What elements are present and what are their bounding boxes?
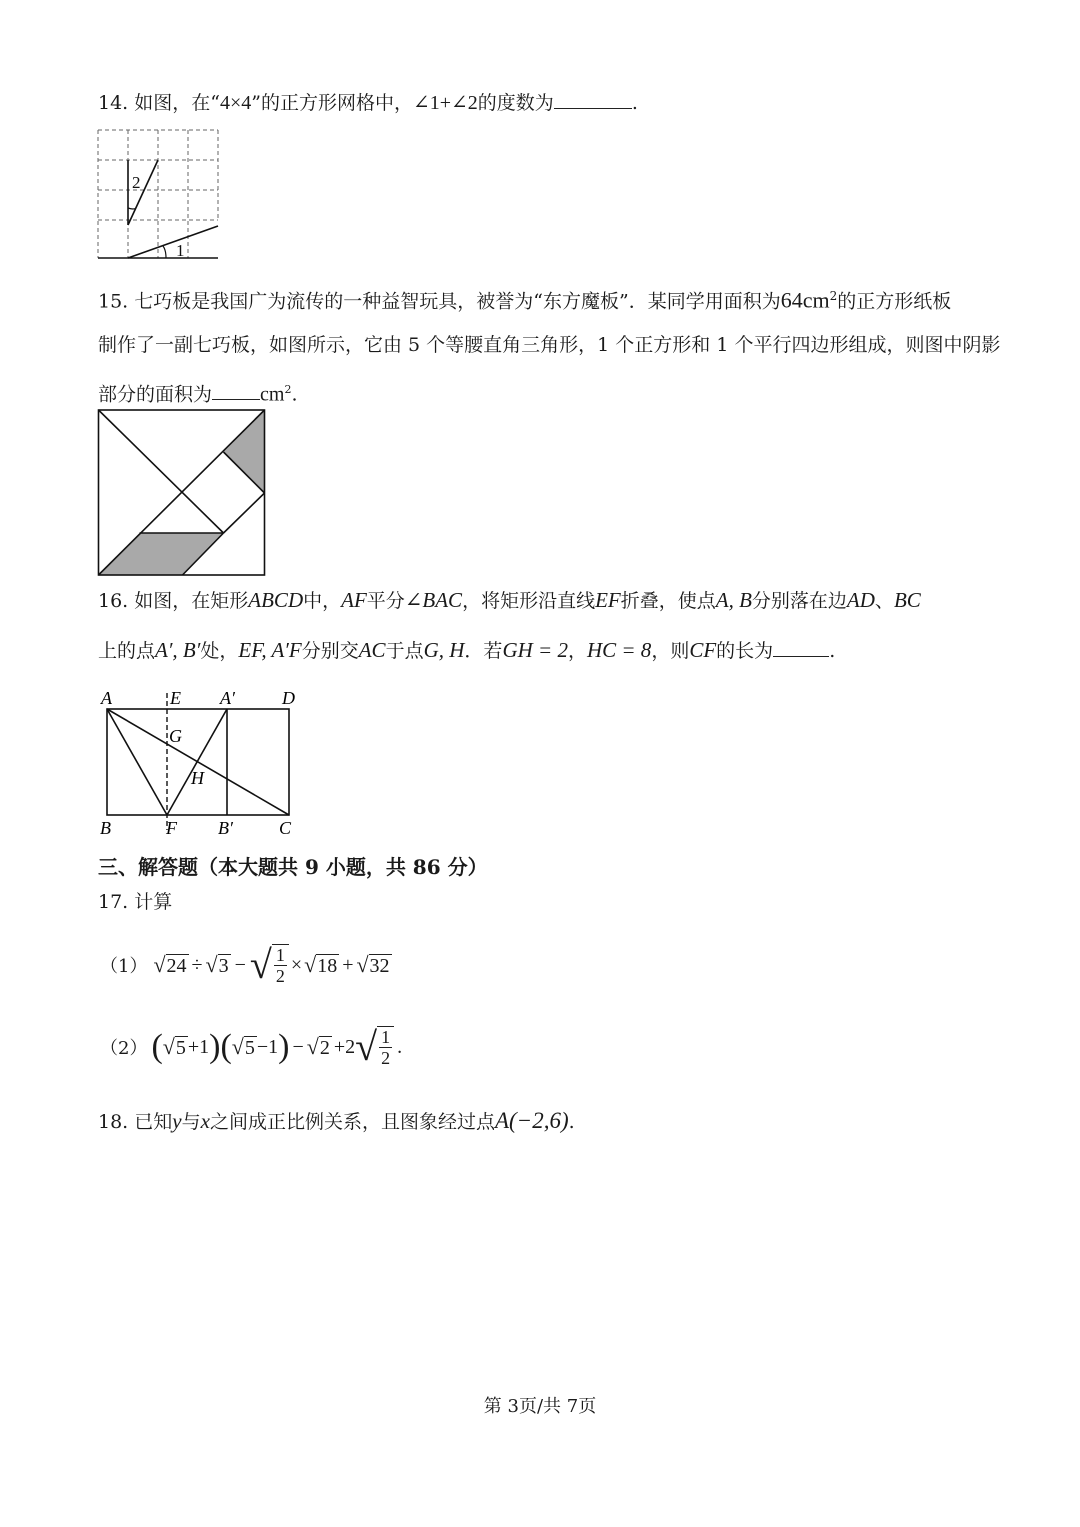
q15-line-2: 制作了一副七巧板，如图所示，它由 5 个等腰直角三角形，1 个正方形和 1 个平行四边形组成，则图中阴影 (98, 334, 1001, 356)
q15-answer-blank (212, 381, 260, 400)
q16-line-1: 16. 如图，在矩形ABCD中，AF平分∠BAC，将矩形沿直线EF折叠，使点A, B分别落在边AD、BC (98, 588, 921, 612)
q16-label-h: H (191, 768, 204, 788)
q18-text: 18. 已知y与x之间成正比例关系，且图象经过点A(−2,6). (98, 1108, 575, 1133)
q17-part-1: （1） √24 ÷ √3 − √ $\frac{1}{2}$ × √18 + √32 (100, 942, 390, 987)
q16-label-b: B (100, 818, 111, 838)
q14-label-1: 1 (176, 241, 185, 260)
q16-rectangle-figure (96, 685, 306, 839)
q17-part-2: （2） ( √5 +1 ) ( √5 −1 ) − √2 +2 √ $\frac{1}{2}$ . (100, 1024, 403, 1069)
q15-tangram-figure (96, 408, 270, 580)
section-3-heading: 三、解答题（本大题共 9 小题，共 86 分） (98, 855, 488, 879)
q16-label-c: C (279, 818, 292, 838)
q14-grid-figure (96, 128, 222, 262)
q16-label-e: E (170, 688, 181, 708)
page-footer: 第 3页/共 7页 (483, 1396, 597, 1417)
q15-line-3: 部分的面积为 $cm^2$. (98, 383, 298, 406)
q16-line-2: 上的点A′, B′处，EF, A′F分别交AC于点G, H．若GH = 2，HC = 8，则CF的长为 . (98, 638, 836, 662)
q17-title: 17. 计算 (98, 891, 173, 913)
q16-label-b-prime: B′ (218, 818, 233, 838)
q14-label-2: 2 (132, 173, 141, 192)
q14-text: 14. 如图，在“4×4”的正方形网格中，∠1+∠2的度数为 . (98, 92, 638, 114)
q16-answer-blank (773, 638, 829, 657)
q16-label-d: D (282, 688, 295, 708)
q16-label-f: F (166, 818, 177, 838)
q15-line-1: 15. 七巧板是我国广为流传的一种益智玩具，被誉为“东方魔板”．某同学用面积为$64cm^2$的正方形纸板 (98, 287, 952, 313)
q14-answer-blank (554, 90, 632, 109)
q16-label-g: G (169, 726, 182, 746)
q16-label-a: A (101, 688, 112, 708)
q16-label-a-prime: A′ (220, 688, 235, 708)
